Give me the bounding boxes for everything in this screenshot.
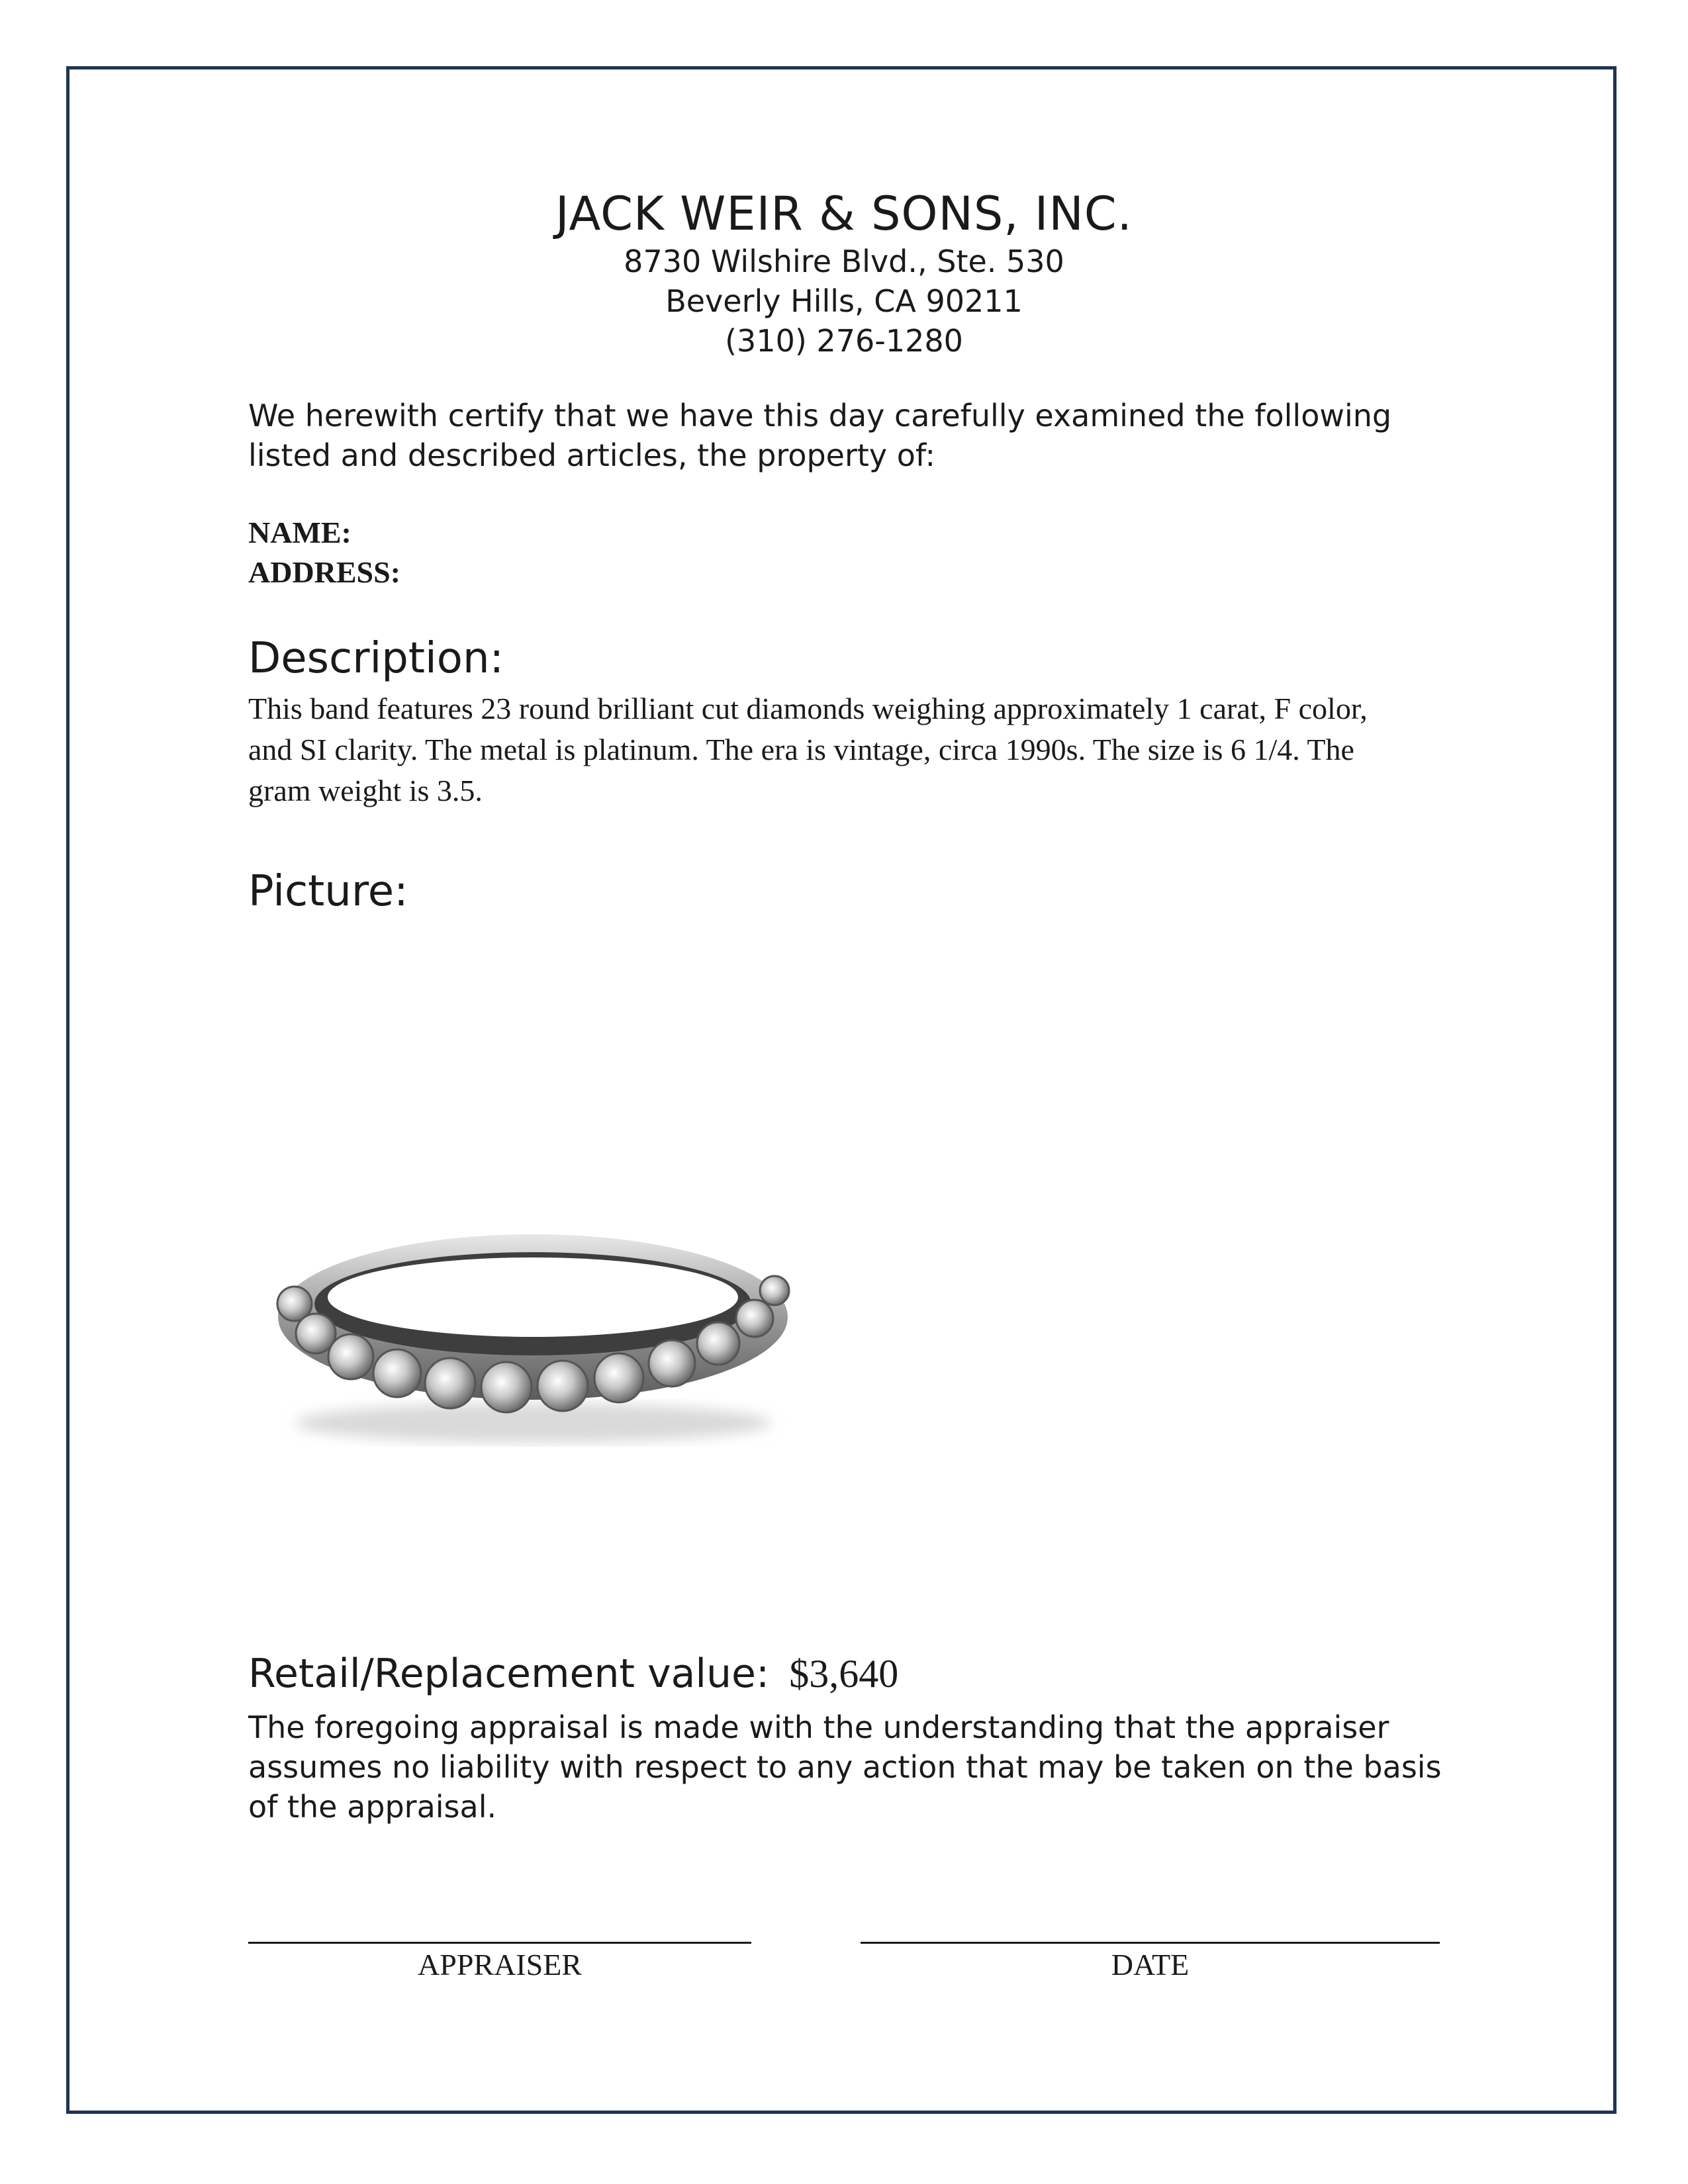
description-text: This band features 23 round brilliant cut diamonds weighing approximately 1 carat, F color, and SI clarity. The metal is platinum. The era is vintage, circa 1990s. The size is 6 1/4. The gram weight is 3.5.	[248, 692, 1368, 807]
company-street: 8730 Wilshire Blvd., Ste. 530	[624, 244, 1064, 279]
retail-value-label: Retail/Replacement value:	[248, 1651, 770, 1697]
ring-image	[268, 1205, 798, 1456]
retail-value-row	[248, 1651, 1453, 1697]
ring-opening	[328, 1257, 738, 1337]
company-phone: (310) 276-1280	[725, 323, 963, 359]
disclaimer-text: The foregoing appraisal is made with the understanding that the appraiser assumes no liability with respect to any action that may be taken on the basis of the appraisal.	[248, 1709, 1442, 1825]
date-label: DATE	[1111, 1948, 1190, 1981]
date-signature-line	[861, 1942, 1440, 1944]
appraiser-label: APPRAISER	[418, 1948, 582, 1981]
company-city: Beverly Hills, CA 90211	[665, 283, 1023, 319]
picture-heading: Picture:	[248, 867, 408, 916]
retail-value-amount: $3,640	[789, 1652, 899, 1696]
address-label: ADDRESS:	[248, 555, 401, 589]
ring-shadow	[295, 1403, 771, 1443]
description-heading: Description:	[248, 634, 504, 683]
name-label: NAME:	[248, 516, 352, 549]
appraiser-signature-line	[248, 1942, 751, 1944]
company-name: JACK WEIR & SONS, INC.	[555, 187, 1133, 241]
certification-text: We herewith certify that we have this day carefully examined the following listed and described articles, the property of:	[248, 398, 1392, 473]
